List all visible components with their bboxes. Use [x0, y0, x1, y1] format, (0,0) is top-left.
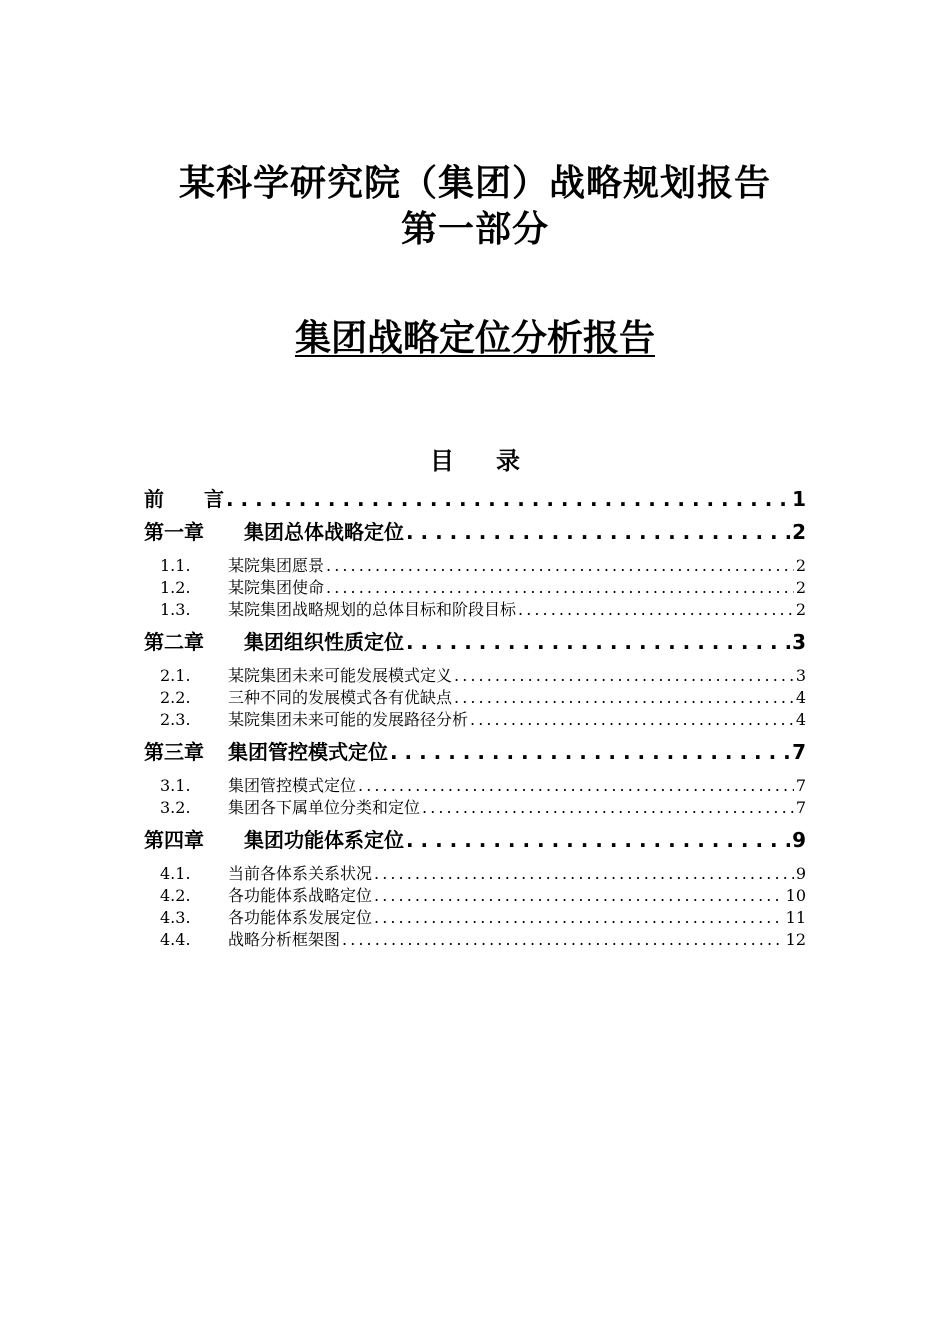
document-part-label: 第一部分 — [400, 209, 549, 250]
toc-entry-page: 3 — [795, 666, 806, 685]
table-of-contents — [144, 0, 806, 1344]
toc-entry-page: 10 — [785, 886, 806, 905]
toc-entry-title: 当前各体系关系状况 — [228, 864, 373, 883]
toc-entry-page: 12 — [785, 930, 806, 949]
toc-entry-chapter-1[interactable] — [144, 518, 806, 546]
toc-leader-dots — [454, 665, 794, 687]
toc-entry-page: 2 — [795, 556, 806, 575]
toc-entry-title: 某院集团愿景 — [228, 556, 325, 575]
toc-entry-title: 某院集团未来可能的发展路径分析 — [228, 710, 469, 729]
toc-entry-page: 9 — [795, 864, 806, 883]
toc-leader-dots — [326, 555, 794, 577]
toc-entry-chapter-3[interactable] — [144, 738, 806, 766]
toc-entry-page: 2 — [792, 520, 806, 544]
toc-entry-number: 前 言 — [144, 487, 224, 511]
toc-entry-section-4-3[interactable] — [144, 907, 806, 929]
document-subtitle-text: 集团战略定位分析报告 — [294, 318, 655, 359]
toc-entry-page: 7 — [795, 776, 806, 795]
toc-leader-dots — [374, 885, 784, 907]
toc-entry-title: 集团各下属单位分类和定位 — [228, 798, 421, 817]
toc-entry-title: 各功能体系发展定位 — [228, 908, 373, 927]
toc-leader-dots — [326, 577, 794, 599]
toc-entry-number: 第四章 — [144, 828, 204, 852]
toc-entry-number: 4.3. — [160, 908, 191, 927]
toc-entry-number: 第三章 — [144, 740, 204, 764]
toc-entry-title: 某院集团使命 — [228, 578, 325, 597]
toc-leader-dots — [406, 826, 790, 854]
toc-entry-section-2-1[interactable] — [144, 665, 806, 687]
toc-entry-number: 4.4. — [160, 930, 191, 949]
toc-entry-section-1-3[interactable] — [144, 599, 806, 621]
toc-entry-page: 4 — [795, 710, 806, 729]
toc-leader-dots — [470, 709, 794, 731]
toc-entry-page: 7 — [795, 798, 806, 817]
toc-entry-section-3-1[interactable] — [144, 775, 806, 797]
toc-entry-number: 第一章 — [144, 520, 204, 544]
toc-entry-section-4-1[interactable] — [144, 863, 806, 885]
toc-entry-page: 2 — [795, 600, 806, 619]
toc-entry-number: 1.3. — [160, 600, 191, 619]
toc-entry-title: 某院集团未来可能发展模式定义 — [228, 666, 453, 685]
toc-entry-title: 集团总体战略定位 — [244, 520, 404, 544]
toc-entry-chapter-2[interactable] — [144, 628, 806, 656]
toc-entry-number: 4.2. — [160, 886, 191, 905]
toc-leader-dots — [406, 628, 790, 656]
toc-entry-number: 第二章 — [144, 630, 204, 654]
toc-entry-title: 某院集团战略规划的总体目标和阶段目标 — [228, 600, 517, 619]
toc-leader-dots — [390, 738, 790, 766]
toc-entry-page: 9 — [792, 828, 806, 852]
toc-entry-title: 各功能体系战略定位 — [228, 886, 373, 905]
toc-entry-number: 4.1. — [160, 864, 191, 883]
toc-entry-section-1-1[interactable] — [144, 555, 806, 577]
document-title: 某科学研究院（集团）战略规划报告 — [178, 163, 771, 204]
toc-entry-section-4-4[interactable] — [144, 929, 806, 951]
toc-leader-dots — [454, 687, 794, 709]
toc-entry-chapter-4[interactable] — [144, 826, 806, 854]
toc-entry-section-2-2[interactable] — [144, 687, 806, 709]
toc-leader-dots — [374, 863, 794, 885]
toc-entry-number: 2.3. — [160, 710, 191, 729]
toc-entry-page: 11 — [785, 908, 806, 927]
toc-leader-dots — [226, 485, 790, 513]
toc-entry-section-2-3[interactable] — [144, 709, 806, 731]
toc-leader-dots — [342, 929, 784, 951]
toc-entry-number: 2.2. — [160, 688, 191, 707]
toc-entry-number: 2.1. — [160, 666, 191, 685]
toc-leader-dots — [374, 907, 784, 929]
toc-entry-page: 3 — [792, 630, 806, 654]
toc-entry-section-3-2[interactable] — [144, 797, 806, 819]
toc-entry-title: 三种不同的发展模式各有优缺点 — [228, 688, 453, 707]
toc-entry-page: 1 — [792, 487, 806, 511]
toc-entry-title: 集团管控模式定位 — [228, 740, 388, 764]
toc-entry-section-1-2[interactable] — [144, 577, 806, 599]
toc-leader-dots — [406, 518, 790, 546]
toc-entry-title: 战略分析框架图 — [228, 930, 341, 949]
toc-entry-number: 3.2. — [160, 798, 191, 817]
toc-entry-title: 集团管控模式定位 — [228, 776, 357, 795]
toc-entry-number: 3.1. — [160, 776, 191, 795]
toc-entry-title: 集团组织性质定位 — [244, 630, 404, 654]
toc-leader-dots — [422, 797, 794, 819]
toc-entry-preface[interactable] — [144, 485, 806, 513]
toc-heading-text: 目录 — [430, 447, 562, 475]
toc-entry-page: 2 — [795, 578, 806, 597]
toc-entry-number: 1.1. — [160, 556, 191, 575]
toc-entry-section-4-2[interactable] — [144, 885, 806, 907]
toc-entry-page: 4 — [795, 688, 806, 707]
toc-leader-dots — [358, 775, 794, 797]
toc-leader-dots — [518, 599, 794, 621]
toc-entry-page: 7 — [792, 740, 806, 764]
toc-entry-title: 集团功能体系定位 — [244, 828, 404, 852]
toc-entry-number: 1.2. — [160, 578, 191, 597]
